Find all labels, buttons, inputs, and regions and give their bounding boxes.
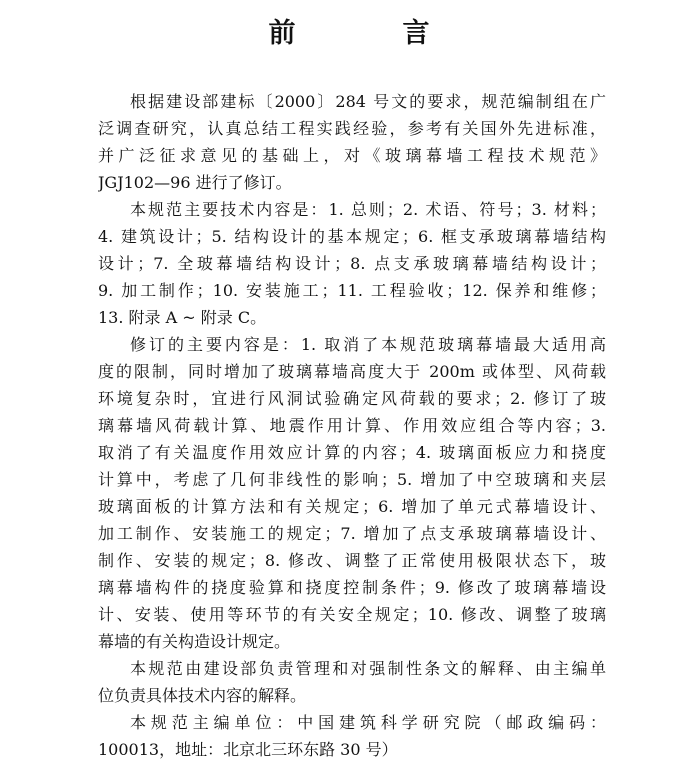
text-line: 设计；7. 全玻幕墙结构设计；8. 点支承玻璃幕墙结构设计； (98, 254, 606, 273)
paragraph-revision-basis (98, 88, 606, 196)
text-line: 幕墙的有关构造设计规定。 (98, 632, 291, 651)
text-line: 并广泛征求意见的基础上，对《玻璃幕墙工程技术规范》 (98, 146, 606, 165)
text-line: 计、安装、使用等环节的有关安全规定；10. 修改、调整了玻璃 (98, 605, 606, 624)
text-line: 泛调查研究，认真总结工程实践经验，参考有关国外先进标准， (98, 119, 606, 138)
text-line: 取消了有关温度作用效应计算的内容；4. 玻璃面板应力和挠度 (98, 443, 606, 462)
text-line: 璃幕墙风荷载计算、地震作用计算、作用效应组合等内容；3. (98, 416, 606, 435)
text-line: 13. 附录 A ~ 附录 C。 (98, 308, 267, 327)
page-title: 前 言 (268, 18, 470, 49)
text-line: 制作、安装的规定；8. 修改、调整了正常使用极限状态下，玻 (98, 551, 606, 570)
text-line: JGJ102—96 进行了修订。 (98, 173, 292, 192)
text-line: 根据建设部建标〔2000〕284 号文的要求，规范编制组在广 (130, 92, 606, 111)
text-line: 修订的主要内容是：1. 取消了本规范玻璃幕墙最大适用高 (130, 335, 606, 354)
text-line: 4. 建筑设计；5. 结构设计的基本规定；6. 框支承玻璃幕墙结构 (98, 227, 606, 246)
paragraph-chief-editor (98, 709, 606, 763)
paragraph-main-contents (98, 196, 606, 331)
paragraph-revision-contents (98, 331, 606, 655)
document-body (98, 88, 606, 763)
text-line: 玻璃面板的计算方法和有关规定；6. 增加了单元式幕墙设计、 (98, 497, 606, 516)
text-line: 本规范由建设部负责管理和对强制性条文的解释、由主编单 (130, 659, 606, 678)
paragraph-administration (98, 655, 606, 709)
text-line: 9. 加工制作；10. 安装施工；11. 工程验收；12. 保养和维修； (98, 281, 606, 300)
text-line: 本规范主要技术内容是：1. 总则；2. 术语、符号；3. 材料； (130, 200, 606, 219)
text-line: 本规范主编单位：中国建筑科学研究院（邮政编码： (130, 713, 606, 732)
text-line: 100013，地址：北京北三环东路 30 号） (98, 740, 398, 759)
text-line: 璃幕墙构件的挠度验算和挠度控制条件；9. 修改了玻璃幕墙设 (98, 578, 606, 597)
text-line: 计算中，考虑了几何非线性的影响；5. 增加了中空玻璃和夹层 (98, 470, 606, 489)
text-line: 加工制作、安装施工的规定；7. 增加了点支承玻璃幕墙设计、 (98, 524, 606, 543)
text-line: 度的限制，同时增加了玻璃幕墙高度大于 200m 或体型、风荷载 (98, 362, 606, 381)
text-line: 位负责具体技术内容的解释。 (98, 686, 307, 705)
text-line: 环境复杂时，宜进行风洞试验确定风荷载的要求；2. 修订了玻 (98, 389, 606, 408)
